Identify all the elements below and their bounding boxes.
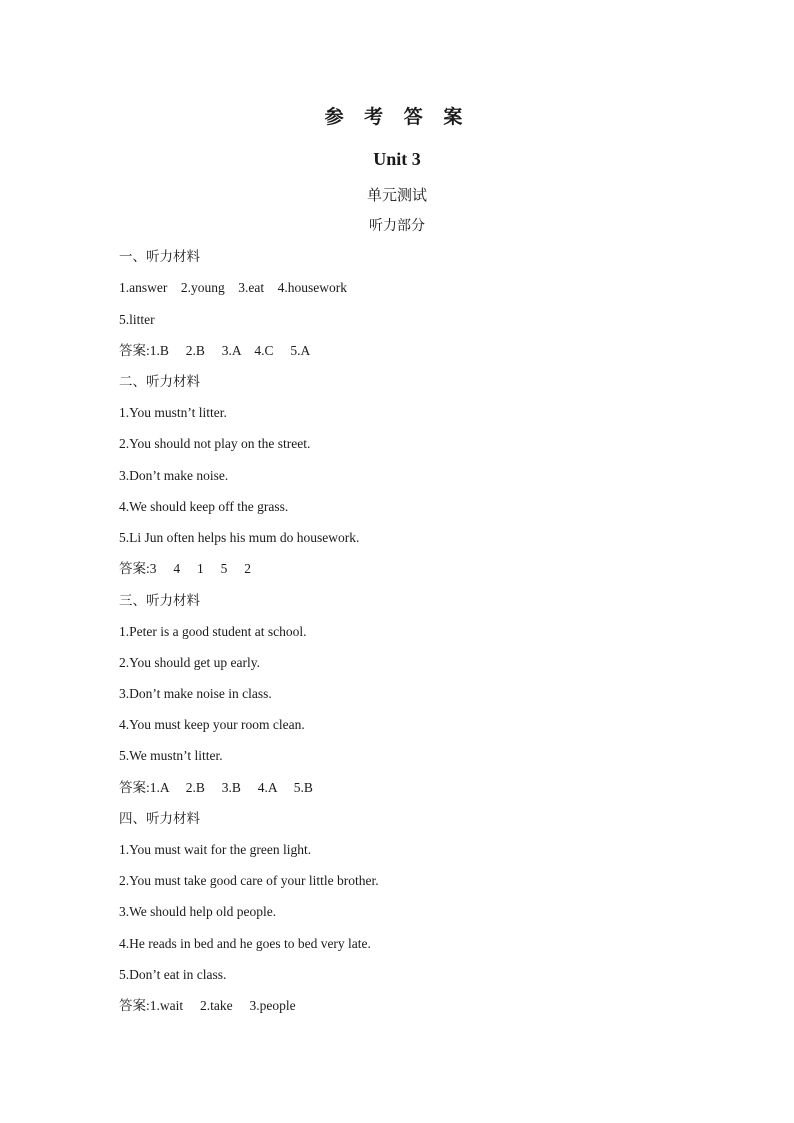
answer-line: 答案:1.B 2.B 3.A 4.C 5.A	[119, 343, 311, 358]
text-line: 1.Peter is a good student at school.	[119, 624, 307, 639]
text-line: 5.Li Jun often helps his mum do housework.	[119, 530, 360, 545]
section-heading-3: 三、听力材料	[119, 593, 200, 609]
text-line: 2.You should not play on the street.	[119, 436, 311, 451]
text-line: 3.Don’t make noise in class.	[119, 686, 272, 701]
unit-heading: Unit 3	[373, 149, 421, 169]
section-heading-2: 二、听力材料	[119, 374, 200, 390]
answer-line: 答案:3 4 1 5 2	[119, 561, 252, 576]
section-subtitle-test: 单元测试	[366, 186, 427, 204]
section-heading-1: 一、听力材料	[119, 249, 200, 265]
answer-line: 答案:1.wait 2.take 3.people	[119, 998, 296, 1013]
text-line: 5.litter	[119, 312, 155, 327]
page-title: 参 考 答 案	[324, 106, 470, 128]
answer-line: 答案:1.A 2.B 3.B 4.A 5.B	[119, 780, 313, 795]
section-subtitle-listening: 听力部分	[369, 218, 425, 234]
text-line: 3.Don’t make noise.	[119, 468, 229, 483]
text-line: 2.You should get up early.	[119, 655, 260, 670]
text-line: 1.You mustn’t litter.	[119, 405, 227, 420]
text-line: 2.You must take good care of your little brother.	[119, 873, 379, 888]
text-line: 1.answer 2.young 3.eat 4.housework	[119, 280, 347, 295]
text-line: 4.You must keep your room clean.	[119, 717, 305, 732]
text-line: 5.We mustn’t litter.	[119, 748, 223, 763]
text-line: 3.We should help old people.	[119, 904, 277, 919]
text-line: 4.We should keep off the grass.	[119, 499, 289, 514]
section-heading-4: 四、听力材料	[119, 811, 200, 827]
text-line: 1.You must wait for the green light.	[119, 842, 312, 857]
text-line: 4.He reads in bed and he goes to bed very late.	[119, 936, 371, 951]
text-line: 5.Don’t eat in class.	[119, 967, 227, 982]
